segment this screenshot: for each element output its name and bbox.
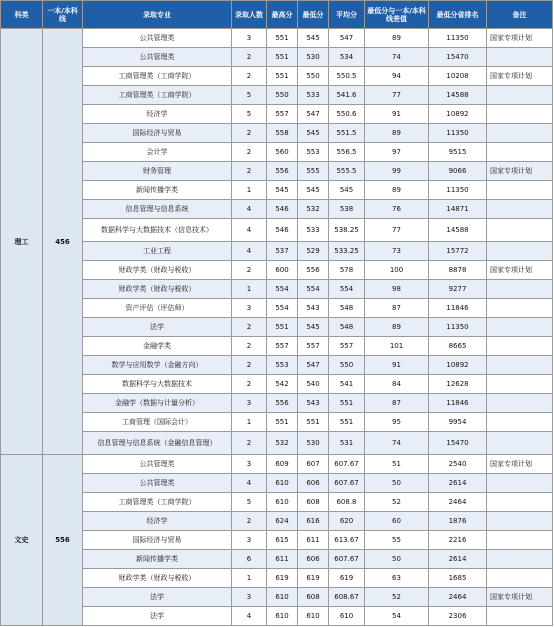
count-cell: 2 [232, 162, 267, 181]
diff-cell: 54 [365, 607, 429, 626]
table-row [1, 512, 553, 531]
count-cell: 2 [232, 67, 267, 86]
rank-cell: 1876 [429, 512, 487, 531]
avg-score-cell: 551 [329, 413, 365, 432]
rank-cell: 11350 [429, 124, 487, 143]
max-score-cell: 551 [267, 48, 298, 67]
rank-cell: 2306 [429, 607, 487, 626]
count-cell: 1 [232, 569, 267, 588]
max-score-cell: 554 [267, 299, 298, 318]
diff-cell: 50 [365, 550, 429, 569]
count-cell: 2 [232, 432, 267, 455]
diff-cell: 63 [365, 569, 429, 588]
major-cell: 公共管理类 [83, 474, 232, 493]
header-min: 最低分 [298, 1, 329, 29]
major-cell: 资产评估（评估师） [83, 299, 232, 318]
diff-cell: 89 [365, 318, 429, 337]
diff-cell: 97 [365, 143, 429, 162]
table-row [1, 531, 553, 550]
table-row [1, 242, 553, 261]
header-count: 录取人数 [232, 1, 267, 29]
major-cell: 国际经济与贸易 [83, 531, 232, 550]
note-cell [487, 280, 553, 299]
header-category: 科类 [1, 1, 43, 29]
category-cell: 文史 [1, 455, 43, 626]
max-score-cell: 624 [267, 512, 298, 531]
count-cell: 4 [232, 607, 267, 626]
diff-cell: 76 [365, 200, 429, 219]
avg-score-cell: 547 [329, 29, 365, 48]
min-score-cell: 545 [298, 29, 329, 48]
major-cell: 法学 [83, 607, 232, 626]
table-row [1, 356, 553, 375]
note-cell [487, 569, 553, 588]
diff-cell: 74 [365, 48, 429, 67]
major-cell: 工商管理类（工商学院） [83, 86, 232, 105]
table-row [1, 48, 553, 67]
min-score-cell: 554 [298, 280, 329, 299]
rank-cell: 2216 [429, 531, 487, 550]
note-cell: 国家专项计划 [487, 29, 553, 48]
min-score-cell: 616 [298, 512, 329, 531]
major-cell: 工商管理（国际会计） [83, 413, 232, 432]
table-row [1, 105, 553, 124]
note-cell [487, 474, 553, 493]
major-cell: 国际经济与贸易 [83, 124, 232, 143]
rank-cell: 9954 [429, 413, 487, 432]
max-score-cell: 537 [267, 242, 298, 261]
min-score-cell: 545 [298, 181, 329, 200]
note-cell [487, 550, 553, 569]
min-score-cell: 556 [298, 261, 329, 280]
diff-cell: 52 [365, 493, 429, 512]
max-score-cell: 553 [267, 356, 298, 375]
rank-cell: 12628 [429, 375, 487, 394]
max-score-cell: 554 [267, 280, 298, 299]
line-cell: 456 [43, 29, 83, 455]
count-cell: 4 [232, 474, 267, 493]
avg-score-cell: 533.25 [329, 242, 365, 261]
max-score-cell: 551 [267, 29, 298, 48]
rank-cell: 9066 [429, 162, 487, 181]
avg-score-cell: 538 [329, 200, 365, 219]
max-score-cell: 610 [267, 493, 298, 512]
avg-score-cell: 551.5 [329, 124, 365, 143]
major-cell: 法学 [83, 318, 232, 337]
max-score-cell: 558 [267, 124, 298, 143]
note-cell [487, 413, 553, 432]
major-cell: 经济学 [83, 512, 232, 531]
count-cell: 4 [232, 219, 267, 242]
max-score-cell: 557 [267, 337, 298, 356]
header-diff: 最低分与一本/本科线差值 [365, 1, 429, 29]
table-row [1, 550, 553, 569]
major-cell: 经济学 [83, 105, 232, 124]
min-score-cell: 533 [298, 86, 329, 105]
min-score-cell: 547 [298, 356, 329, 375]
rank-cell: 14588 [429, 86, 487, 105]
min-score-cell: 611 [298, 531, 329, 550]
max-score-cell: 550 [267, 86, 298, 105]
table-row [1, 413, 553, 432]
table-row [1, 67, 553, 86]
min-score-cell: 607 [298, 455, 329, 474]
diff-cell: 94 [365, 67, 429, 86]
count-cell: 3 [232, 455, 267, 474]
count-cell: 2 [232, 512, 267, 531]
count-cell: 2 [232, 143, 267, 162]
major-cell: 法学 [83, 588, 232, 607]
diff-cell: 84 [365, 375, 429, 394]
min-score-cell: 619 [298, 569, 329, 588]
rank-cell: 9277 [429, 280, 487, 299]
max-score-cell: 619 [267, 569, 298, 588]
table-row [1, 474, 553, 493]
count-cell: 2 [232, 48, 267, 67]
diff-cell: 89 [365, 181, 429, 200]
min-score-cell: 545 [298, 124, 329, 143]
diff-cell: 55 [365, 531, 429, 550]
min-score-cell: 530 [298, 48, 329, 67]
major-cell: 公共管理类 [83, 48, 232, 67]
note-cell [487, 318, 553, 337]
avg-score-cell: 608.8 [329, 493, 365, 512]
note-cell [487, 48, 553, 67]
avg-score-cell: 554 [329, 280, 365, 299]
max-score-cell: 610 [267, 474, 298, 493]
header-rank: 最低分省排名 [429, 1, 487, 29]
table-row [1, 124, 553, 143]
header-avg: 平均分 [329, 1, 365, 29]
rank-cell: 15772 [429, 242, 487, 261]
table-row [1, 318, 553, 337]
diff-cell: 50 [365, 474, 429, 493]
note-cell: 国家专项计划 [487, 588, 553, 607]
note-cell [487, 607, 553, 626]
note-cell [487, 105, 553, 124]
max-score-cell: 542 [267, 375, 298, 394]
count-cell: 1 [232, 413, 267, 432]
min-score-cell: 557 [298, 337, 329, 356]
major-cell: 财政学类（财政与税收） [83, 280, 232, 299]
max-score-cell: 546 [267, 219, 298, 242]
table-row [1, 29, 553, 48]
major-cell: 新闻传播学类 [83, 181, 232, 200]
max-score-cell: 610 [267, 607, 298, 626]
note-cell [487, 512, 553, 531]
rank-cell: 9515 [429, 143, 487, 162]
rank-cell: 2540 [429, 455, 487, 474]
min-score-cell: 529 [298, 242, 329, 261]
major-cell: 财政学类（财政与税收） [83, 569, 232, 588]
table-row [1, 280, 553, 299]
min-score-cell: 550 [298, 67, 329, 86]
avg-score-cell: 607.67 [329, 474, 365, 493]
max-score-cell: 600 [267, 261, 298, 280]
rank-cell: 8878 [429, 261, 487, 280]
count-cell: 3 [232, 394, 267, 413]
avg-score-cell: 548 [329, 318, 365, 337]
min-score-cell: 553 [298, 143, 329, 162]
max-score-cell: 560 [267, 143, 298, 162]
major-cell: 公共管理类 [83, 29, 232, 48]
min-score-cell: 540 [298, 375, 329, 394]
rank-cell: 11350 [429, 318, 487, 337]
table-row [1, 162, 553, 181]
avg-score-cell: 550 [329, 356, 365, 375]
count-cell: 5 [232, 493, 267, 512]
count-cell: 3 [232, 588, 267, 607]
avg-score-cell: 538.25 [329, 219, 365, 242]
note-cell: 国家专项计划 [487, 455, 553, 474]
rank-cell: 15470 [429, 432, 487, 455]
header-max: 最高分 [267, 1, 298, 29]
major-cell: 工商管理类（工商学院） [83, 67, 232, 86]
min-score-cell: 543 [298, 299, 329, 318]
min-score-cell: 530 [298, 432, 329, 455]
rank-cell: 11846 [429, 299, 487, 318]
major-cell: 数学与应用数学（金融方向） [83, 356, 232, 375]
diff-cell: 52 [365, 588, 429, 607]
rank-cell: 14871 [429, 200, 487, 219]
max-score-cell: 545 [267, 181, 298, 200]
rank-cell: 14588 [429, 219, 487, 242]
max-score-cell: 546 [267, 200, 298, 219]
table-row [1, 337, 553, 356]
max-score-cell: 556 [267, 394, 298, 413]
note-cell [487, 356, 553, 375]
max-score-cell: 556 [267, 162, 298, 181]
table-body [1, 29, 553, 626]
table-row [1, 569, 553, 588]
rank-cell: 8665 [429, 337, 487, 356]
count-cell: 5 [232, 86, 267, 105]
major-cell: 信息管理与信息系统 [83, 200, 232, 219]
note-cell [487, 242, 553, 261]
header-line: 一本/本科线 [43, 1, 83, 29]
count-cell: 2 [232, 337, 267, 356]
note-cell [487, 200, 553, 219]
note-cell [487, 181, 553, 200]
avg-score-cell: 550.6 [329, 105, 365, 124]
avg-score-cell: 578 [329, 261, 365, 280]
count-cell: 3 [232, 299, 267, 318]
rank-cell: 10892 [429, 356, 487, 375]
note-cell [487, 432, 553, 455]
note-cell [487, 337, 553, 356]
table-row [1, 261, 553, 280]
note-cell: 国家专项计划 [487, 162, 553, 181]
count-cell: 4 [232, 242, 267, 261]
table-row [1, 143, 553, 162]
avg-score-cell: 551 [329, 394, 365, 413]
diff-cell: 98 [365, 280, 429, 299]
major-cell: 财政学类（财政与税收） [83, 261, 232, 280]
max-score-cell: 551 [267, 67, 298, 86]
rank-cell: 11846 [429, 394, 487, 413]
avg-score-cell: 557 [329, 337, 365, 356]
max-score-cell: 611 [267, 550, 298, 569]
min-score-cell: 610 [298, 607, 329, 626]
diff-cell: 60 [365, 512, 429, 531]
min-score-cell: 543 [298, 394, 329, 413]
rank-cell: 2614 [429, 474, 487, 493]
avg-score-cell: 541.6 [329, 86, 365, 105]
min-score-cell: 547 [298, 105, 329, 124]
avg-score-cell: 531 [329, 432, 365, 455]
note-cell [487, 394, 553, 413]
note-cell [487, 86, 553, 105]
max-score-cell: 615 [267, 531, 298, 550]
header-row [1, 1, 553, 29]
major-cell: 公共管理类 [83, 455, 232, 474]
rank-cell: 10208 [429, 67, 487, 86]
min-score-cell: 532 [298, 200, 329, 219]
diff-cell: 74 [365, 432, 429, 455]
category-cell: 理工 [1, 29, 43, 455]
avg-score-cell: 607.67 [329, 455, 365, 474]
count-cell: 4 [232, 200, 267, 219]
count-cell: 2 [232, 375, 267, 394]
count-cell: 6 [232, 550, 267, 569]
avg-score-cell: 607.67 [329, 550, 365, 569]
diff-cell: 73 [365, 242, 429, 261]
note-cell: 国家专项计划 [487, 261, 553, 280]
avg-score-cell: 550.5 [329, 67, 365, 86]
rank-cell: 11350 [429, 181, 487, 200]
table-row [1, 493, 553, 512]
avg-score-cell: 620 [329, 512, 365, 531]
max-score-cell: 610 [267, 588, 298, 607]
rank-cell: 11350 [429, 29, 487, 48]
diff-cell: 51 [365, 455, 429, 474]
count-cell: 2 [232, 124, 267, 143]
major-cell: 新闻传播学类 [83, 550, 232, 569]
table-row [1, 455, 553, 474]
count-cell: 3 [232, 531, 267, 550]
rank-cell: 2464 [429, 588, 487, 607]
min-score-cell: 551 [298, 413, 329, 432]
note-cell: 国家专项计划 [487, 67, 553, 86]
major-cell: 财务管理 [83, 162, 232, 181]
major-cell: 会计学 [83, 143, 232, 162]
major-cell: 工业工程 [83, 242, 232, 261]
min-score-cell: 606 [298, 474, 329, 493]
max-score-cell: 609 [267, 455, 298, 474]
count-cell: 5 [232, 105, 267, 124]
avg-score-cell: 545 [329, 181, 365, 200]
header-major: 录取专业 [83, 1, 232, 29]
avg-score-cell: 541 [329, 375, 365, 394]
min-score-cell: 555 [298, 162, 329, 181]
table-row [1, 219, 553, 242]
note-cell [487, 143, 553, 162]
table-row [1, 394, 553, 413]
table-row [1, 181, 553, 200]
line-cell: 556 [43, 455, 83, 626]
table-row [1, 375, 553, 394]
note-cell [487, 375, 553, 394]
max-score-cell: 551 [267, 318, 298, 337]
table-row [1, 432, 553, 455]
count-cell: 2 [232, 356, 267, 375]
major-cell: 工商管理类（工商学院） [83, 493, 232, 512]
max-score-cell: 532 [267, 432, 298, 455]
avg-score-cell: 555.5 [329, 162, 365, 181]
rank-cell: 1685 [429, 569, 487, 588]
table-row [1, 299, 553, 318]
rank-cell: 10892 [429, 105, 487, 124]
min-score-cell: 545 [298, 318, 329, 337]
count-cell: 1 [232, 181, 267, 200]
diff-cell: 87 [365, 394, 429, 413]
diff-cell: 99 [365, 162, 429, 181]
count-cell: 3 [232, 29, 267, 48]
major-cell: 数据科学与大数据技术 [83, 375, 232, 394]
note-cell [487, 531, 553, 550]
diff-cell: 91 [365, 356, 429, 375]
table-row [1, 588, 553, 607]
avg-score-cell: 534 [329, 48, 365, 67]
avg-score-cell: 613.67 [329, 531, 365, 550]
diff-cell: 89 [365, 124, 429, 143]
table-row [1, 607, 553, 626]
diff-cell: 100 [365, 261, 429, 280]
count-cell: 2 [232, 261, 267, 280]
major-cell: 金融学类 [83, 337, 232, 356]
min-score-cell: 608 [298, 588, 329, 607]
max-score-cell: 557 [267, 105, 298, 124]
min-score-cell: 533 [298, 219, 329, 242]
diff-cell: 95 [365, 413, 429, 432]
rank-cell: 2464 [429, 493, 487, 512]
header-note: 备注 [487, 1, 553, 29]
diff-cell: 101 [365, 337, 429, 356]
note-cell [487, 493, 553, 512]
major-cell: 数据科学与大数据技术（信息技术） [83, 219, 232, 242]
max-score-cell: 551 [267, 413, 298, 432]
diff-cell: 77 [365, 219, 429, 242]
min-score-cell: 606 [298, 550, 329, 569]
rank-cell: 15470 [429, 48, 487, 67]
avg-score-cell: 548 [329, 299, 365, 318]
rank-cell: 2614 [429, 550, 487, 569]
note-cell [487, 124, 553, 143]
major-cell: 金融学（数据与计量分析） [83, 394, 232, 413]
avg-score-cell: 608.67 [329, 588, 365, 607]
diff-cell: 89 [365, 29, 429, 48]
avg-score-cell: 610 [329, 607, 365, 626]
count-cell: 2 [232, 318, 267, 337]
table-row [1, 86, 553, 105]
major-cell: 信息管理与信息系统（金融信息管理） [83, 432, 232, 455]
note-cell [487, 219, 553, 242]
avg-score-cell: 556.5 [329, 143, 365, 162]
diff-cell: 91 [365, 105, 429, 124]
diff-cell: 77 [365, 86, 429, 105]
diff-cell: 87 [365, 299, 429, 318]
count-cell: 1 [232, 280, 267, 299]
note-cell [487, 299, 553, 318]
table-row [1, 200, 553, 219]
min-score-cell: 608 [298, 493, 329, 512]
avg-score-cell: 619 [329, 569, 365, 588]
